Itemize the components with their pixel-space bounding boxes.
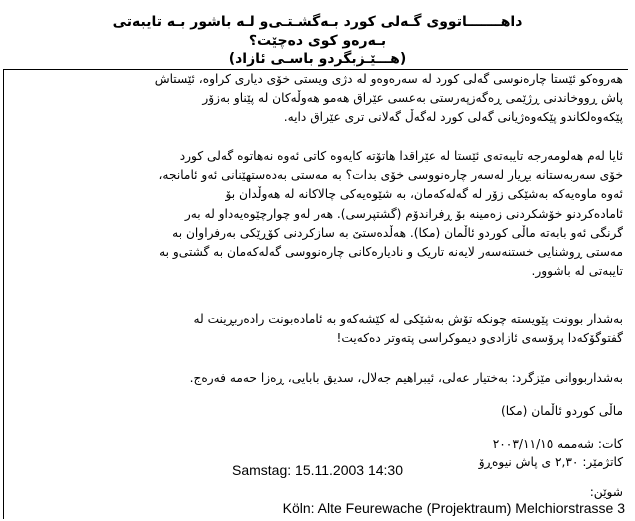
text-line: پێکه‌وه‌لکاندو پێکه‌وه‌ژیانی گه‌لی کورد له‌گه‌ڵ گه‌لانی تری عێراق دایه.	[283, 110, 623, 125]
text-line: هه‌روه‌کو ئێستا چاره‌نوسی گه‌لی کورد له سه‌ره‌وه‌و له دژی ویستی خۆی دیاری کراوه، ئێستاش	[154, 72, 623, 86]
paragraph-question	[19, 147, 623, 281]
title-line-1: داهـــــــاتووی گـه‌لی کورد بـه‌گشـتـی‌و لـه باشور بـه تایبه‌تی	[112, 14, 523, 30]
organizer-line: ماڵی کوردو ئاڵمان (مکا)	[500, 404, 623, 418]
participants-line: به‌شداربووانی مێزگرد: به‌ختیار عه‌لی، ئیبراهیم جه‌لال، سدیق بابایی، ڕه‌زا حه‌مه فه‌ره‌ج.	[189, 371, 623, 385]
title-line-3: (هـــێـزبگردو باسـی ئازاد)	[228, 51, 407, 67]
paragraph-intro	[19, 70, 623, 128]
event-date	[493, 435, 623, 454]
event-german-place: Köln: Alte Feurewache (Projektraum) Melchiorstrasse 3	[282, 500, 625, 516]
event-place-label: شوێن:	[589, 485, 623, 499]
text-line: پاش ڕووخاندنی ڕژێمی ڕه‌گه‌زپه‌رستی به‌عسی عێراق هه‌مو هه‌وڵه‌کان له پێناو به‌زۆر	[202, 91, 623, 106]
text-line: خۆی سه‌ربه‌ستانه بڕیار له‌سه‌ر چاره‌نووسی خۆی بدات؟ به مه‌ستی به‌ده‌ستهێنانی ئه‌و ئامانجه،	[158, 168, 623, 183]
text-line: مه‌ستی ڕوشنایی خستنه‌سه‌ر لایه‌نه تاریک و نادیاره‌کانی چاره‌نووسی گه‌له‌که‌مان به گشتی‌و به	[159, 245, 623, 260]
text-line: ئاماده‌کردنو خۆشکردنی زه‌مینه بۆ ڕفراندۆم (گشتپرسی). هه‌ر له‌و چوارچێوه‌یه‌داو له به‌ر	[184, 206, 623, 221]
title-line-2: بـه‌ره‌و کوی ده‌چێت؟	[248, 33, 387, 49]
time-label: کاتژمێر:	[582, 455, 623, 469]
time-value: ٢,٣٠ ی پاش نیوه‌ڕۆ	[478, 455, 579, 469]
text-line: تایبه‌تی له باشوور.	[531, 264, 623, 279]
text-line: گفتوگۆکه‌دا پرۆسه‌ی ئازادی‌و دیموکراسی پته‌وتر ده‌که‌یت!	[336, 331, 623, 346]
event-time	[479, 453, 623, 472]
date-label: کات:	[597, 437, 623, 451]
paragraph-invitation	[19, 310, 623, 348]
text-line: ئایا له‌م هه‌لومه‌رجه تایبه‌ته‌ی ئێستا له عێراقدا هاتۆته کایه‌وه کاتی ئه‌وه نه‌هاتوه گه‌لی کورد	[179, 149, 623, 163]
event-german-date: Samstag: 15.11.2003 14:30	[232, 462, 403, 478]
text-line: گرنگی ئه‌و بابه‌ته ماڵی کوردو ئاڵمان (مکا). هه‌ڵده‌ستێ به سازکردنی کۆڕێکی به‌رفراوان به	[172, 225, 623, 240]
date-value: شه‌ممه ٢٠٠٣/١١/١٥	[492, 437, 595, 451]
text-line: ئه‌وه ماوه‌یه‌که به‌شێکی زۆر له گه‌له‌که‌مان، به شێوه‌یه‌کی چالاکانه له هه‌وڵدان بۆ	[225, 187, 623, 202]
text-line: به‌شدار بوونت پێویسته چونکه تۆش به‌شێکی له کێشه‌که‌و به ئاماده‌بونت راده‌ربڕینت له	[193, 312, 623, 326]
